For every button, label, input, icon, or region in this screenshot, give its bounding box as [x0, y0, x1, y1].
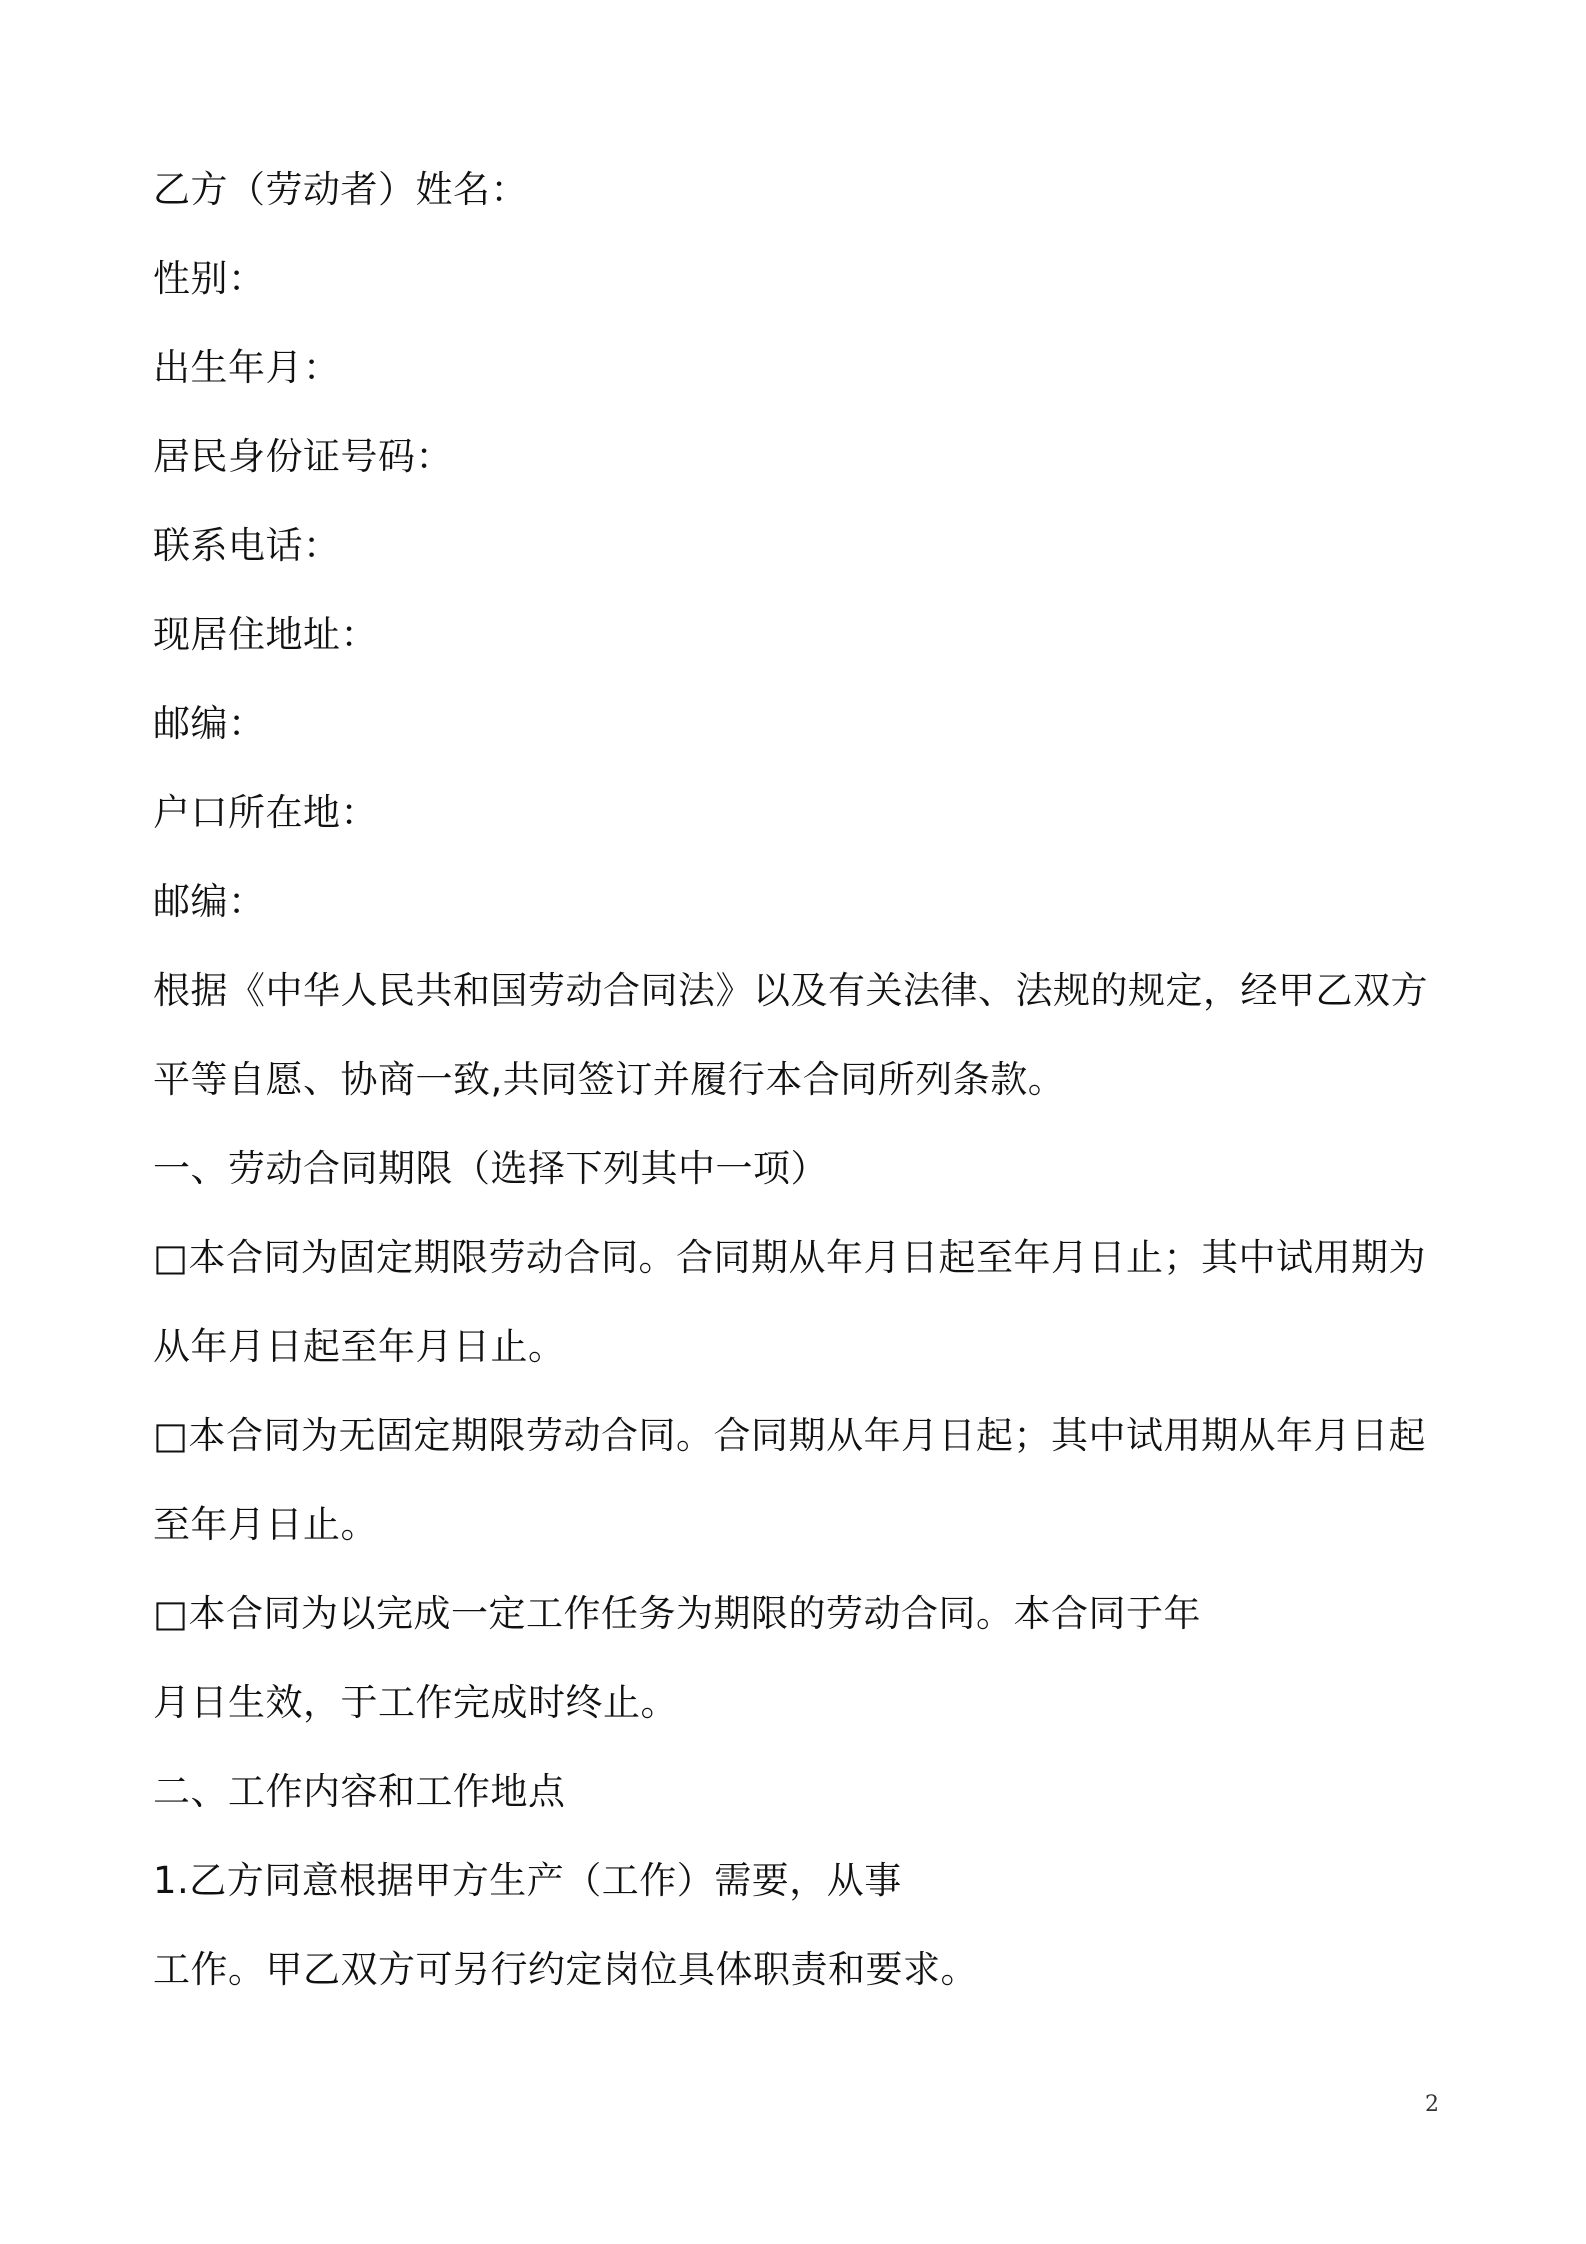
- field-id-number: 居民身份证号码：: [153, 435, 453, 478]
- option-fixed-term-line-1: □本合同为固定期限劳动合同。合同期从年月日起至年月日止；其中试用期为: [153, 1236, 1426, 1279]
- option-open-ended-line-2: 至年月日止。: [153, 1503, 378, 1546]
- field-gender: 性别：: [153, 257, 266, 300]
- page-number: 2: [1425, 2092, 1439, 2117]
- section-1-heading: 一、劳动合同期限（选择下列其中一项）: [153, 1147, 828, 1190]
- clause-2-1-line-2: 工作。甲乙双方可另行约定岗位具体职责和要求。: [153, 1948, 978, 1991]
- field-phone: 联系电话：: [153, 524, 341, 567]
- option-fixed-term-line-2: 从年月日起至年月日止。: [153, 1325, 566, 1368]
- field-birth-date: 出生年月：: [153, 346, 341, 389]
- field-party-b-name: 乙方（劳动者）姓名：: [153, 168, 528, 211]
- option-task-based-line-2: 月日生效，于工作完成时终止。: [153, 1681, 678, 1724]
- section-2-heading: 二、工作内容和工作地点: [153, 1770, 566, 1813]
- preamble-line-1: 根据《中华人民共和国劳动合同法》以及有关法律、法规的规定，经甲乙双方: [153, 969, 1428, 1012]
- preamble-line-2: 平等自愿、协商一致,共同签订并履行本合同所列条款。: [153, 1058, 1066, 1101]
- field-postcode-1: 邮编：: [153, 702, 266, 745]
- option-open-ended-line-1: □本合同为无固定期限劳动合同。合同期从年月日起；其中试用期从年月日起: [153, 1414, 1426, 1457]
- clause-2-1-line-1: 1.乙方同意根据甲方生产（工作）需要，从事: [153, 1859, 902, 1902]
- field-household-registration: 户口所在地：: [153, 791, 378, 834]
- field-current-address: 现居住地址：: [153, 613, 378, 656]
- field-postcode-2: 邮编：: [153, 880, 266, 923]
- option-task-based-line-1: □本合同为以完成一定工作任务为期限的劳动合同。本合同于年: [153, 1592, 1201, 1635]
